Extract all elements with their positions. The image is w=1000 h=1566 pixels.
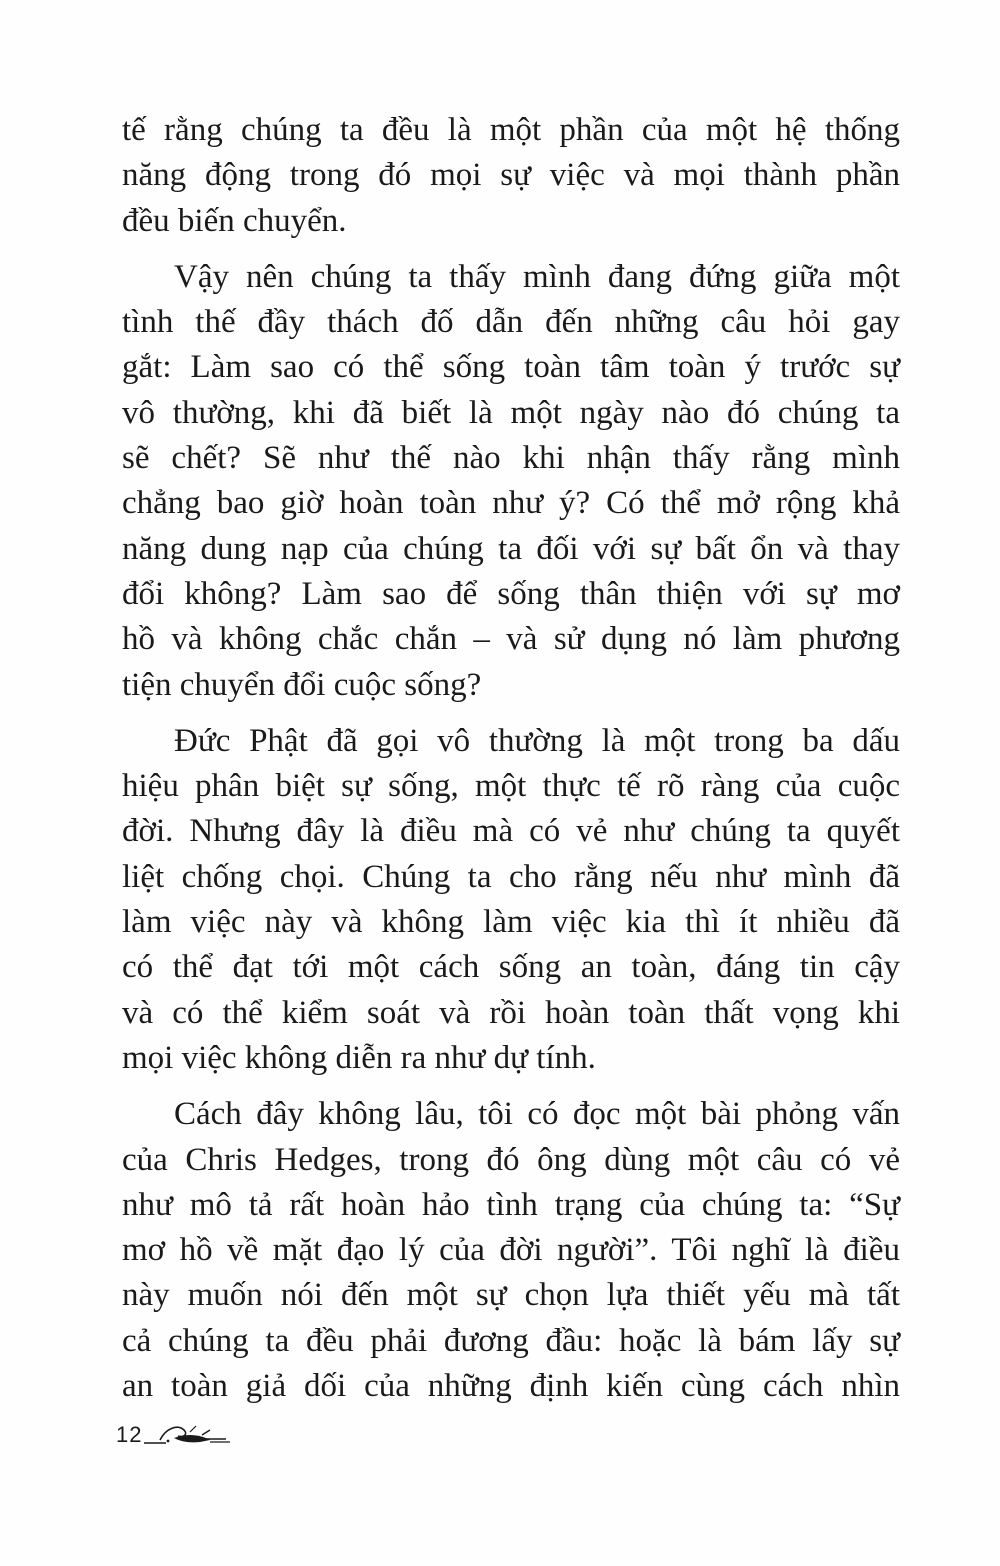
text-line: vô thường, khi đã biết là một ngày nào đó chúng ta bbox=[122, 394, 900, 431]
text-line: liệt chống chọi. Chúng ta cho rằng nếu như mình đã bbox=[122, 858, 900, 895]
text-line: đời. Nhưng đây là điều mà có vẻ như chúng ta quyết bbox=[122, 813, 900, 850]
text-line: cả chúng ta đều phải đương đầu: hoặc là bám lấy sự bbox=[122, 1322, 900, 1359]
text-line: đều biến chuyển. bbox=[122, 202, 347, 239]
page-number: 12 bbox=[116, 1422, 143, 1447]
text-line: năng động trong đó mọi sự việc và mọi thành phần bbox=[122, 157, 900, 194]
text-line: gắt: Làm sao có thể sống toàn tâm toàn ý trước sự bbox=[122, 349, 900, 386]
body-text bbox=[122, 108, 900, 1409]
text-line: này muốn nói đến một sự chọn lựa thiết yếu mà tất bbox=[122, 1277, 900, 1314]
text-line: hồ và không chắc chắn – và sử dụng nó làm phương bbox=[122, 621, 900, 658]
text-line: của Chris Hedges, trong đó ông dùng một câu có vẻ bbox=[122, 1141, 900, 1178]
text-line: Đức Phật đã gọi vô thường là một trong ba dấu bbox=[174, 722, 900, 759]
text-line: chẳng bao giờ hoàn toàn như ý? Có thể mở rộng khả bbox=[122, 485, 900, 522]
pen-nib-ornament-icon bbox=[144, 1418, 234, 1446]
text-line: tiện chuyển đổi cuộc sống? bbox=[122, 666, 482, 703]
text-line: tình thế đầy thách đố dẫn đến những câu hỏi gay bbox=[122, 304, 900, 341]
text-line: sẽ chết? Sẽ như thế nào khi nhận thấy rằng mình bbox=[122, 440, 900, 477]
text-line: năng dung nạp của chúng ta đối với sự bất ổn và thay bbox=[122, 530, 900, 567]
text-line: mơ hồ về mặt đạo lý của đời người”. Tôi nghĩ là điều bbox=[122, 1232, 900, 1269]
text-line: Vậy nên chúng ta thấy mình đang đứng giữa một bbox=[174, 258, 900, 295]
text-line: có thể đạt tới một cách sống an toàn, đáng tin cậy bbox=[122, 949, 900, 986]
text-line: đổi không? Làm sao để sống thân thiện với sự mơ bbox=[122, 575, 900, 612]
page-footer bbox=[116, 1418, 234, 1446]
text-line: làm việc này và không làm việc kia thì ít nhiều đã bbox=[122, 904, 900, 941]
text-line: như mô tả rất hoàn hảo tình trạng của chúng ta: “Sự bbox=[122, 1186, 900, 1223]
text-line: và có thể kiểm soát và rồi hoàn toàn thất vọng khi bbox=[122, 994, 900, 1031]
text-line: hiệu phân biệt sự sống, một thực tế rõ ràng của cuộc bbox=[122, 768, 900, 805]
text-line: tế rằng chúng ta đều là một phần của một hệ thống bbox=[122, 112, 900, 148]
text-line: an toàn giả dối của những định kiến cùng cách nhìn bbox=[122, 1368, 900, 1405]
text-line: Cách đây không lâu, tôi có đọc một bài phỏng vấn bbox=[174, 1096, 900, 1133]
text-line: mọi việc không diễn ra như dự tính. bbox=[122, 1039, 596, 1076]
